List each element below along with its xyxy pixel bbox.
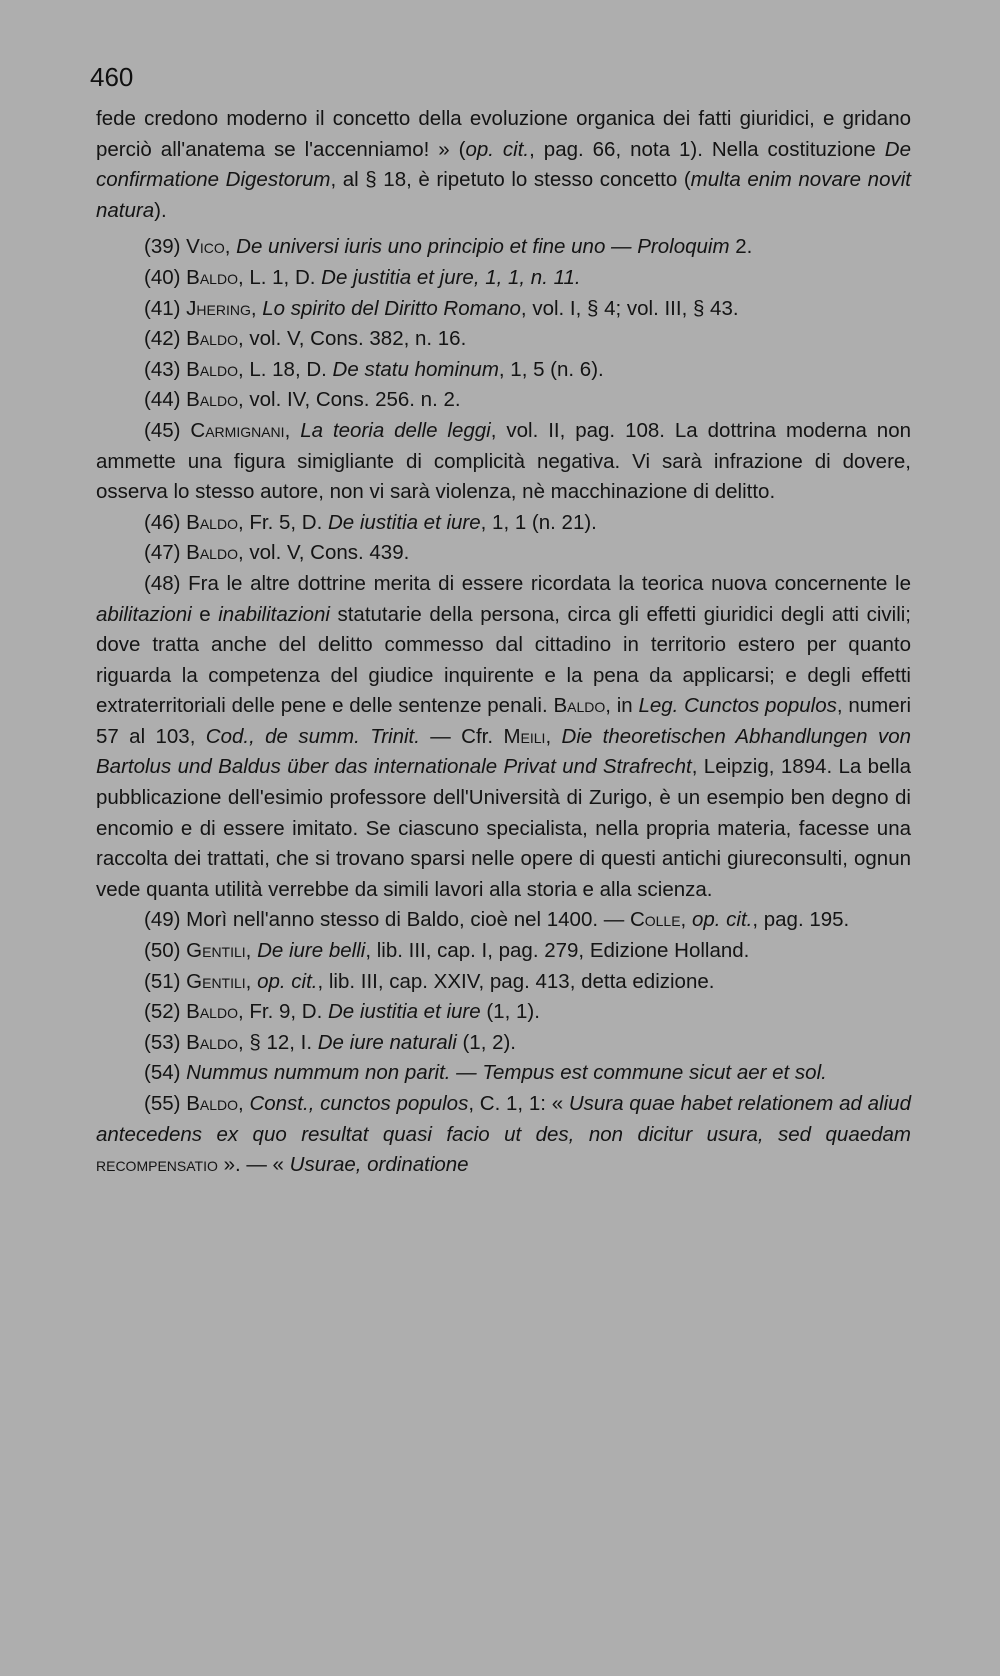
footnote-51: (51) Gentili, op. cit., lib. III, cap. XXIV, pag. 413, detta edizione. bbox=[144, 969, 715, 993]
footnotes-body bbox=[96, 104, 911, 1181]
footnote-42: (42) Baldo, vol. V, Cons. 382, n. 16. bbox=[144, 327, 467, 351]
footnote-39: (39) Vico, De universi iuris uno principio et fine uno — Proloquim 2. bbox=[144, 235, 753, 259]
footnote-52: (52) Baldo, Fr. 9, D. De iustitia et iure (1, 1). bbox=[144, 1000, 540, 1024]
footnote-48: (48) Fra le altre dottrine merita di essere ricordata la teorica nuova concernente le abilitazioni e inabilitazioni statutarie della persona, circa gli effetti giuridici degli atti civili; dove tratta anche del delitto commesso dal cittadino in territorio estero per quanto riguarda la competenza del giudice inquirente e la pena da applicarsi; e degli effetti extraterritoriali delle pene e delle sentenze penali. Baldo, in Leg. Cunctos populos, numeri 57 al 103, Cod., de summ. Trinit. — Cfr. Meili, Die theoretischen Abhandlungen von Bartolus und Baldus über das internationale Privat und Strafrecht, Leipzig, 1894. La bella pubblicazione dell'esimio professore dell'Università di Zurigo, è un esempio ben degno di encomio e di essere imitato. Se ciascuno specialista, nella propria materia, facesse una raccolta dei trattati, che si trovano sparsi nelle opere di questi antichi giureconsulti, ognun vede quanta utilità verrebbe da simili lavori alla storia e alla scienza. bbox=[96, 571, 912, 901]
footnote-41: (41) Jhering, Lo spirito del Diritto Romano, vol. I, § 4; vol. III, § 43. bbox=[144, 296, 739, 320]
footnote-50: (50) Gentili, De iure belli, lib. III, cap. I, pag. 279, Edizione Holland. bbox=[144, 939, 750, 963]
intro-paragraph: fede credono moderno il concetto della evoluzione organica dei fatti giuridici, e gridano perciò all'anatema se l'accenniamo! » (op. cit., pag. 66, nota 1). Nella costituzione De confirmatione Digestorum, al § 18, è ripetuto lo stesso concetto (multa enim novare novit natura). bbox=[96, 107, 911, 222]
footnote-46: (46) Baldo, Fr. 5, D. De iustitia et iure, 1, 1 (n. 21). bbox=[144, 510, 597, 534]
footnote-40: (40) Baldo, L. 1, D. De justitia et jure, 1, 1, n. 11. bbox=[144, 265, 581, 289]
footnote-49: (49) Morì nell'anno stesso di Baldo, cioè nel 1400. — Colle, op. cit., pag. 195. bbox=[144, 908, 850, 932]
footnote-55: (55) Baldo, Const., cunctos populos, C. 1, 1: « Usura quae habet relationem ad aliud antecedens ex quo resultat quasi facio ut des, non dicitur usura, sed quaedam recompensatio ». — « Usurae, ordinatione bbox=[96, 1092, 911, 1177]
footnote-54: (54) Nummus nummum non parit. — Tempus est commune sicut aer et sol. bbox=[144, 1061, 827, 1085]
footnote-53: (53) Baldo, § 12, I. De iure naturali (1, 2). bbox=[144, 1030, 517, 1054]
footnote-44: (44) Baldo, vol. IV, Cons. 256. n. 2. bbox=[144, 388, 461, 412]
footnote-45: (45) Carmignani, La teoria delle leggi, vol. II, pag. 108. La dottrina moderna non ammette una figura simigliante di complicità negativa. Vi sarà infrazione di dovere, osserva lo stesso autore, non vi sarà violenza, nè macchinazione di delitto. bbox=[96, 418, 912, 504]
footnote-47: (47) Baldo, vol. V, Cons. 439. bbox=[144, 541, 410, 565]
page-number: 460 bbox=[90, 62, 134, 92]
footnote-43: (43) Baldo, L. 18, D. De statu hominum, 1, 5 (n. 6). bbox=[144, 357, 604, 381]
